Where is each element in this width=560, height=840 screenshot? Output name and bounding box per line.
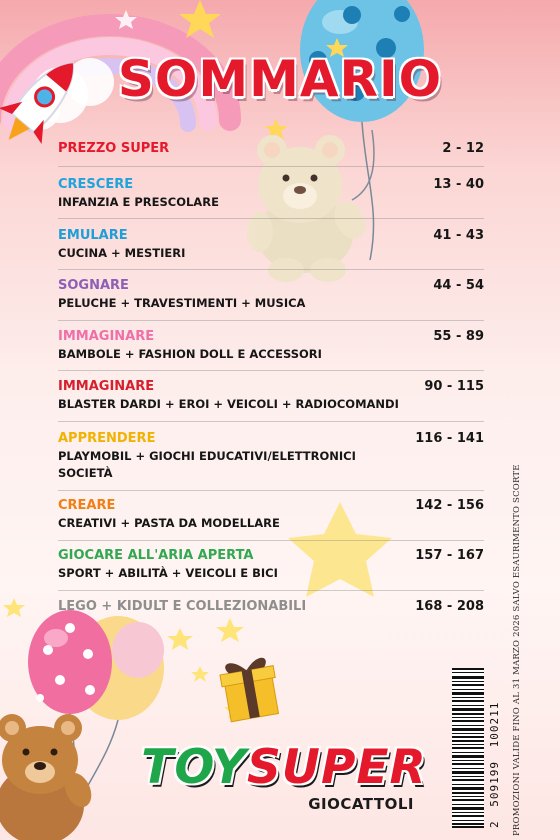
- brand-logo: [134, 740, 434, 795]
- toc-section-title: APPRENDERE: [58, 431, 156, 446]
- toc-entry[interactable]: [58, 328, 484, 363]
- divider: [58, 421, 484, 422]
- toc-subtitle: SOCIETÀ: [58, 466, 113, 480]
- toc-subtitle: BLASTER DARDI + EROI + VEICOLI + RADIOCOMANDI: [58, 397, 399, 411]
- toc-entry[interactable]: [58, 176, 484, 211]
- toc-entry[interactable]: [58, 497, 484, 532]
- barcode: [452, 668, 484, 828]
- toc-entry[interactable]: [58, 378, 484, 413]
- toc-section-title: GIOCARE ALL'ARIA APERTA: [58, 548, 254, 563]
- logo-part-toy: TOY: [141, 740, 247, 795]
- toc-page-range: 44 - 54: [433, 278, 484, 293]
- toc-entry[interactable]: [58, 277, 484, 312]
- divider: [58, 218, 484, 219]
- legal-note: PROMOZIONI VALIDE FINO AL 31 MARZO 2026 SALVO ESAURIMENTO SCORTE: [512, 464, 522, 836]
- toc-page-range: 116 - 141: [415, 431, 484, 446]
- toc-section-title: IMMAGINARE: [58, 379, 155, 394]
- gift-icon: [218, 656, 281, 722]
- toc-section-title: CREARE: [58, 498, 116, 513]
- toc-page-range: 157 - 167: [415, 548, 484, 563]
- toc-page-range: 2 - 12: [442, 141, 484, 156]
- barcode-digits: [488, 668, 501, 828]
- toc-subtitle: INFANZIA E PRESCOLARE: [58, 195, 219, 209]
- toc-page-range: 142 - 156: [415, 498, 484, 513]
- toc-page-range: 41 - 43: [433, 228, 484, 243]
- toc-entry[interactable]: [58, 227, 484, 262]
- toc-entry[interactable]: [58, 547, 484, 582]
- toc-entry[interactable]: [58, 598, 484, 616]
- toc-subtitle: SPORT + ABILITÀ + VEICOLI E BICI: [58, 566, 278, 580]
- toc-subtitle: PLAYMOBIL + GIOCHI EDUCATIVI/ELETTRONICI: [58, 449, 356, 463]
- toc-section-title: IMMAGINARE: [58, 329, 155, 344]
- logo-subtitle: GIOCATTOLI: [308, 795, 414, 813]
- toc-entry[interactable]: [58, 430, 484, 482]
- barcode-bars: [452, 668, 484, 828]
- barcode-digit-group: 509199: [488, 761, 501, 807]
- divider: [58, 590, 484, 591]
- divider: [58, 490, 484, 491]
- toc-section-title: PREZZO SUPER: [58, 141, 170, 156]
- divider: [58, 320, 484, 321]
- toc-subtitle: CUCINA + MESTIERI: [58, 246, 186, 260]
- toc-subtitle: CREATIVI + PASTA DA MODELLARE: [58, 516, 280, 530]
- divider: [58, 269, 484, 270]
- toc-subtitle: PELUCHE + TRAVESTIMENTI + MUSICA: [58, 296, 306, 310]
- divider: [58, 540, 484, 541]
- toc-page-range: 55 - 89: [433, 329, 484, 344]
- logo-part-super: SUPER: [246, 740, 427, 795]
- teddy-bear-icon: [0, 714, 96, 840]
- barcode-digit-group: 100211: [488, 701, 501, 748]
- divider: [58, 166, 484, 167]
- toc-section-title: EMULARE: [58, 228, 128, 243]
- page-title: SOMMARIO: [117, 50, 443, 108]
- toc-page-range: 13 - 40: [433, 177, 484, 192]
- toc-section-title: LEGO + KIDULT E COLLEZIONABILI: [58, 599, 307, 614]
- toc-section-title: CRESCERE: [58, 177, 134, 192]
- toc-page-range: 168 - 208: [415, 599, 484, 614]
- toc-entry[interactable]: [58, 140, 484, 158]
- barcode-digit-group: 2: [488, 820, 501, 828]
- toc-section-title: SOGNARE: [58, 278, 129, 293]
- toc-page-range: 90 - 115: [424, 379, 484, 394]
- toc-subtitle: BAMBOLE + FASHION DOLL E ACCESSORI: [58, 347, 322, 361]
- divider: [58, 370, 484, 371]
